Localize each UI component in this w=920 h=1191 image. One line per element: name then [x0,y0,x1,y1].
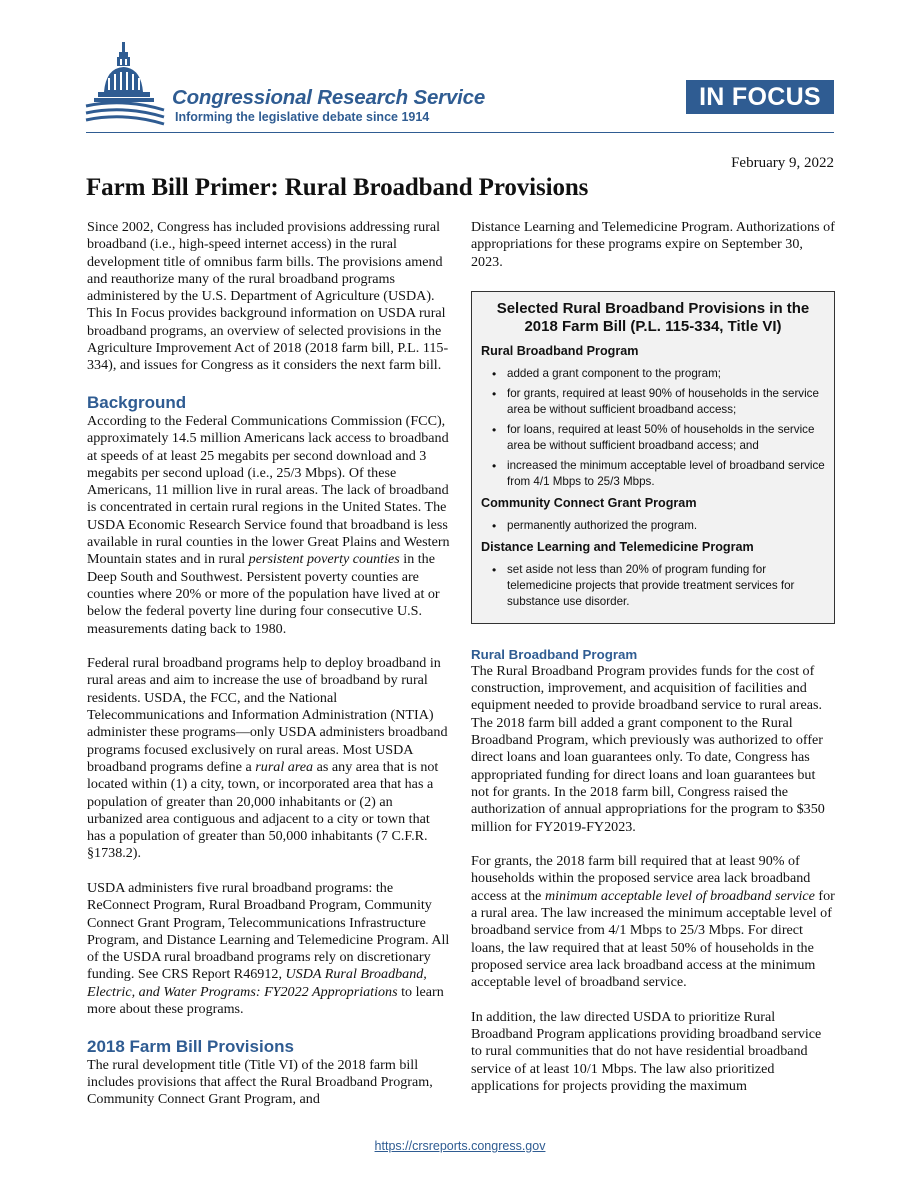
emphasis-term: rural area [255,758,314,775]
report-date: February 9, 2022 [731,155,834,171]
org-tagline: Informing the legislative debate since 1914 [175,110,430,124]
rbp-paragraph-3: In addition, the law directed USDA to prioritize Rural Broadband Program applications providing broadband service to rural communities that do not have residential broadband service of at least 10/1 Mbps. The law also prioritized applications for projects providing the maximum [471,1008,822,1095]
provisions-sidebar-box [471,291,835,624]
background-paragraph-3: USDA administers five rural broadband programs: the ReConnect Program, Rural Broadband Program, Community Connect Grant Program, Telecommunications Infrastructure Program, and Distance Learning and Telemedicine Program. All of the USDA rural broadband programs rely on discretionary funding. See CRS Report R46912, USDA Rural Broadband, Electric, and Water Programs: FY2022 Appropriations to learn more about these programs. [87,879,450,1018]
intro-paragraph: Since 2002, Congress has included provisions addressing rural broadband (i.e., high-speed internet access) in the rural development title of omnibus farm bills. The provisions amend and reauthorize many of the rural broadband programs administered by the U.S. Department of Agriculture (USDA). This In Focus provides background information on USDA rural broadband programs, an overview of selected provisions in the Agriculture Improvement Act of 2018 (2018 farm bill, P.L. 115-334), and issues for Congress as it considers the next farm bill. [87,219,449,374]
background-heading: Background [87,392,187,412]
list-item: • increased the minimum acceptable level of broadband service from 4/1 Mbps to 25/3 Mbps. [481,458,825,490]
sidebar-heading-rural-broadband: Rural Broadband Program [481,343,639,358]
background-paragraph-1: According to the Federal Communications Commission (FCC), approximately 14.5 million Americans lack access to broadband at speeds of at least 25 megabits per second download and 3 megabits per second upload (i.e., 25/3 Mbps). Of these Americans, 11 million live in rural areas. The lack of broadband is concentrated in certain rural regions in the United States. The USDA Economic Research Service found that broadband is less available in rural counties in the lower Great Plains and Western Mountain states and in rural persistent poverty counties in the Deep South and Southwest. Persistent poverty counties are counties where 20% or more of the population have lived at or below the federal poverty line during four consecutive U.S. measurements dating back to 1980. [87,412,450,637]
provisions-paragraph: The rural development title (Title VI) of the 2018 farm bill includes provisions that affect the Rural Broadband Program, Community Connect Grant Program, and [87,1056,433,1108]
page-title: Farm Bill Primer: Rural Broadband Provisions [86,174,589,201]
org-name: Congressional Research Service [172,86,486,109]
list-item: • set aside not less than 20% of program funding for telemedicine projects that provide treatment services for substance use disorder. [481,562,825,610]
sidebar-heading-distance-learning: Distance Learning and Telemedicine Program [481,539,754,554]
in-focus-badge: IN FOCUS [686,80,834,114]
sidebar-list-rural-broadband [481,366,825,490]
rural-broadband-program-heading: Rural Broadband Program [471,646,638,662]
background-paragraph-2: Federal rural broadband programs help to deploy broadband in rural areas and aim to increase the use of broadband by rural residents. USDA, the FCC, and the National Telecommunications and Information Administration (NTIA) administer these programs—only USDA administers broadband programs focused exclusively on rural areas. Most USDA broadband programs define a rural area as any area that is not located within (1) a city, town, or incorporated area that has a population of greater than 20,000 inhabitants or (2) an urbanized area contiguous and adjacent to a city or town that has a population of greater than 50,000 inhabitants (7 C.F.R. §1738.2). [87,655,448,862]
report-citation: USDA Rural Broadband, Electric, and Water Programs: FY2022 Appropriations [87,966,427,1000]
emphasis-term: persistent poverty counties [248,551,400,568]
right-column [471,219,835,1095]
list-item: • added a grant component to the program; [481,366,825,382]
report-header [0,0,920,140]
rbp-paragraph-2: For grants, the 2018 farm bill required that at least 90% of households within the proposed service area lack broadband access at the minimum acceptable level of broadband service for a rural area. The law increased the minimum acceptable level of broadband service from 4/1 Mbps to 25/3 Mbps. For direct loans, the law required that at least 50% of households in the proposed service area lack broadband access at the minimum acceptable level of broadband service. [471,853,835,991]
sidebar-list-distance-learning [481,562,825,610]
emphasis-term: minimum acceptable level of broadband service [544,887,815,904]
sidebar-title: Selected Rural Broadband Provisions in the 2018 Farm Bill (P.L. 115-334, Title VI) [496,299,810,335]
capitol-dome-icon [84,40,166,128]
continued-paragraph: Distance Learning and Telemedicine Program. Authorizations of appropriations for these programs expire on September 30, 2023. [471,219,835,270]
rbp-paragraph-1: The Rural Broadband Program provides funds for the cost of construction, improvement, and acquisition of facilities and equipment needed to provide broadband service to rural areas. The 2018 farm bill added a grant component to the Rural Broadband Program, which previously was authorized to offer direct loans and loan guarantees only. To date, Congress has appropriated funding for direct loans and loan guarantees but not for grants. In the 2018 farm bill, Congress raised the authorization of annual appropriations for the program to $350 million for FY2019-FY2023. [471,662,825,835]
header-divider [86,132,834,133]
list-item: • for loans, required at least 50% of households in the service area be without sufficient broadband access; and [481,422,825,454]
sidebar-heading-community-connect: Community Connect Grant Program [481,495,697,510]
footer-url-link[interactable]: https://crsreports.congress.gov [374,1139,546,1153]
left-column [87,219,451,1109]
sidebar-list-community-connect [481,518,825,534]
provisions-heading: 2018 Farm Bill Provisions [87,1036,294,1056]
list-item: • permanently authorized the program. [481,518,825,534]
list-item: • for grants, required at least 90% of households in the service area be without sufficient broadband access; [481,386,825,418]
